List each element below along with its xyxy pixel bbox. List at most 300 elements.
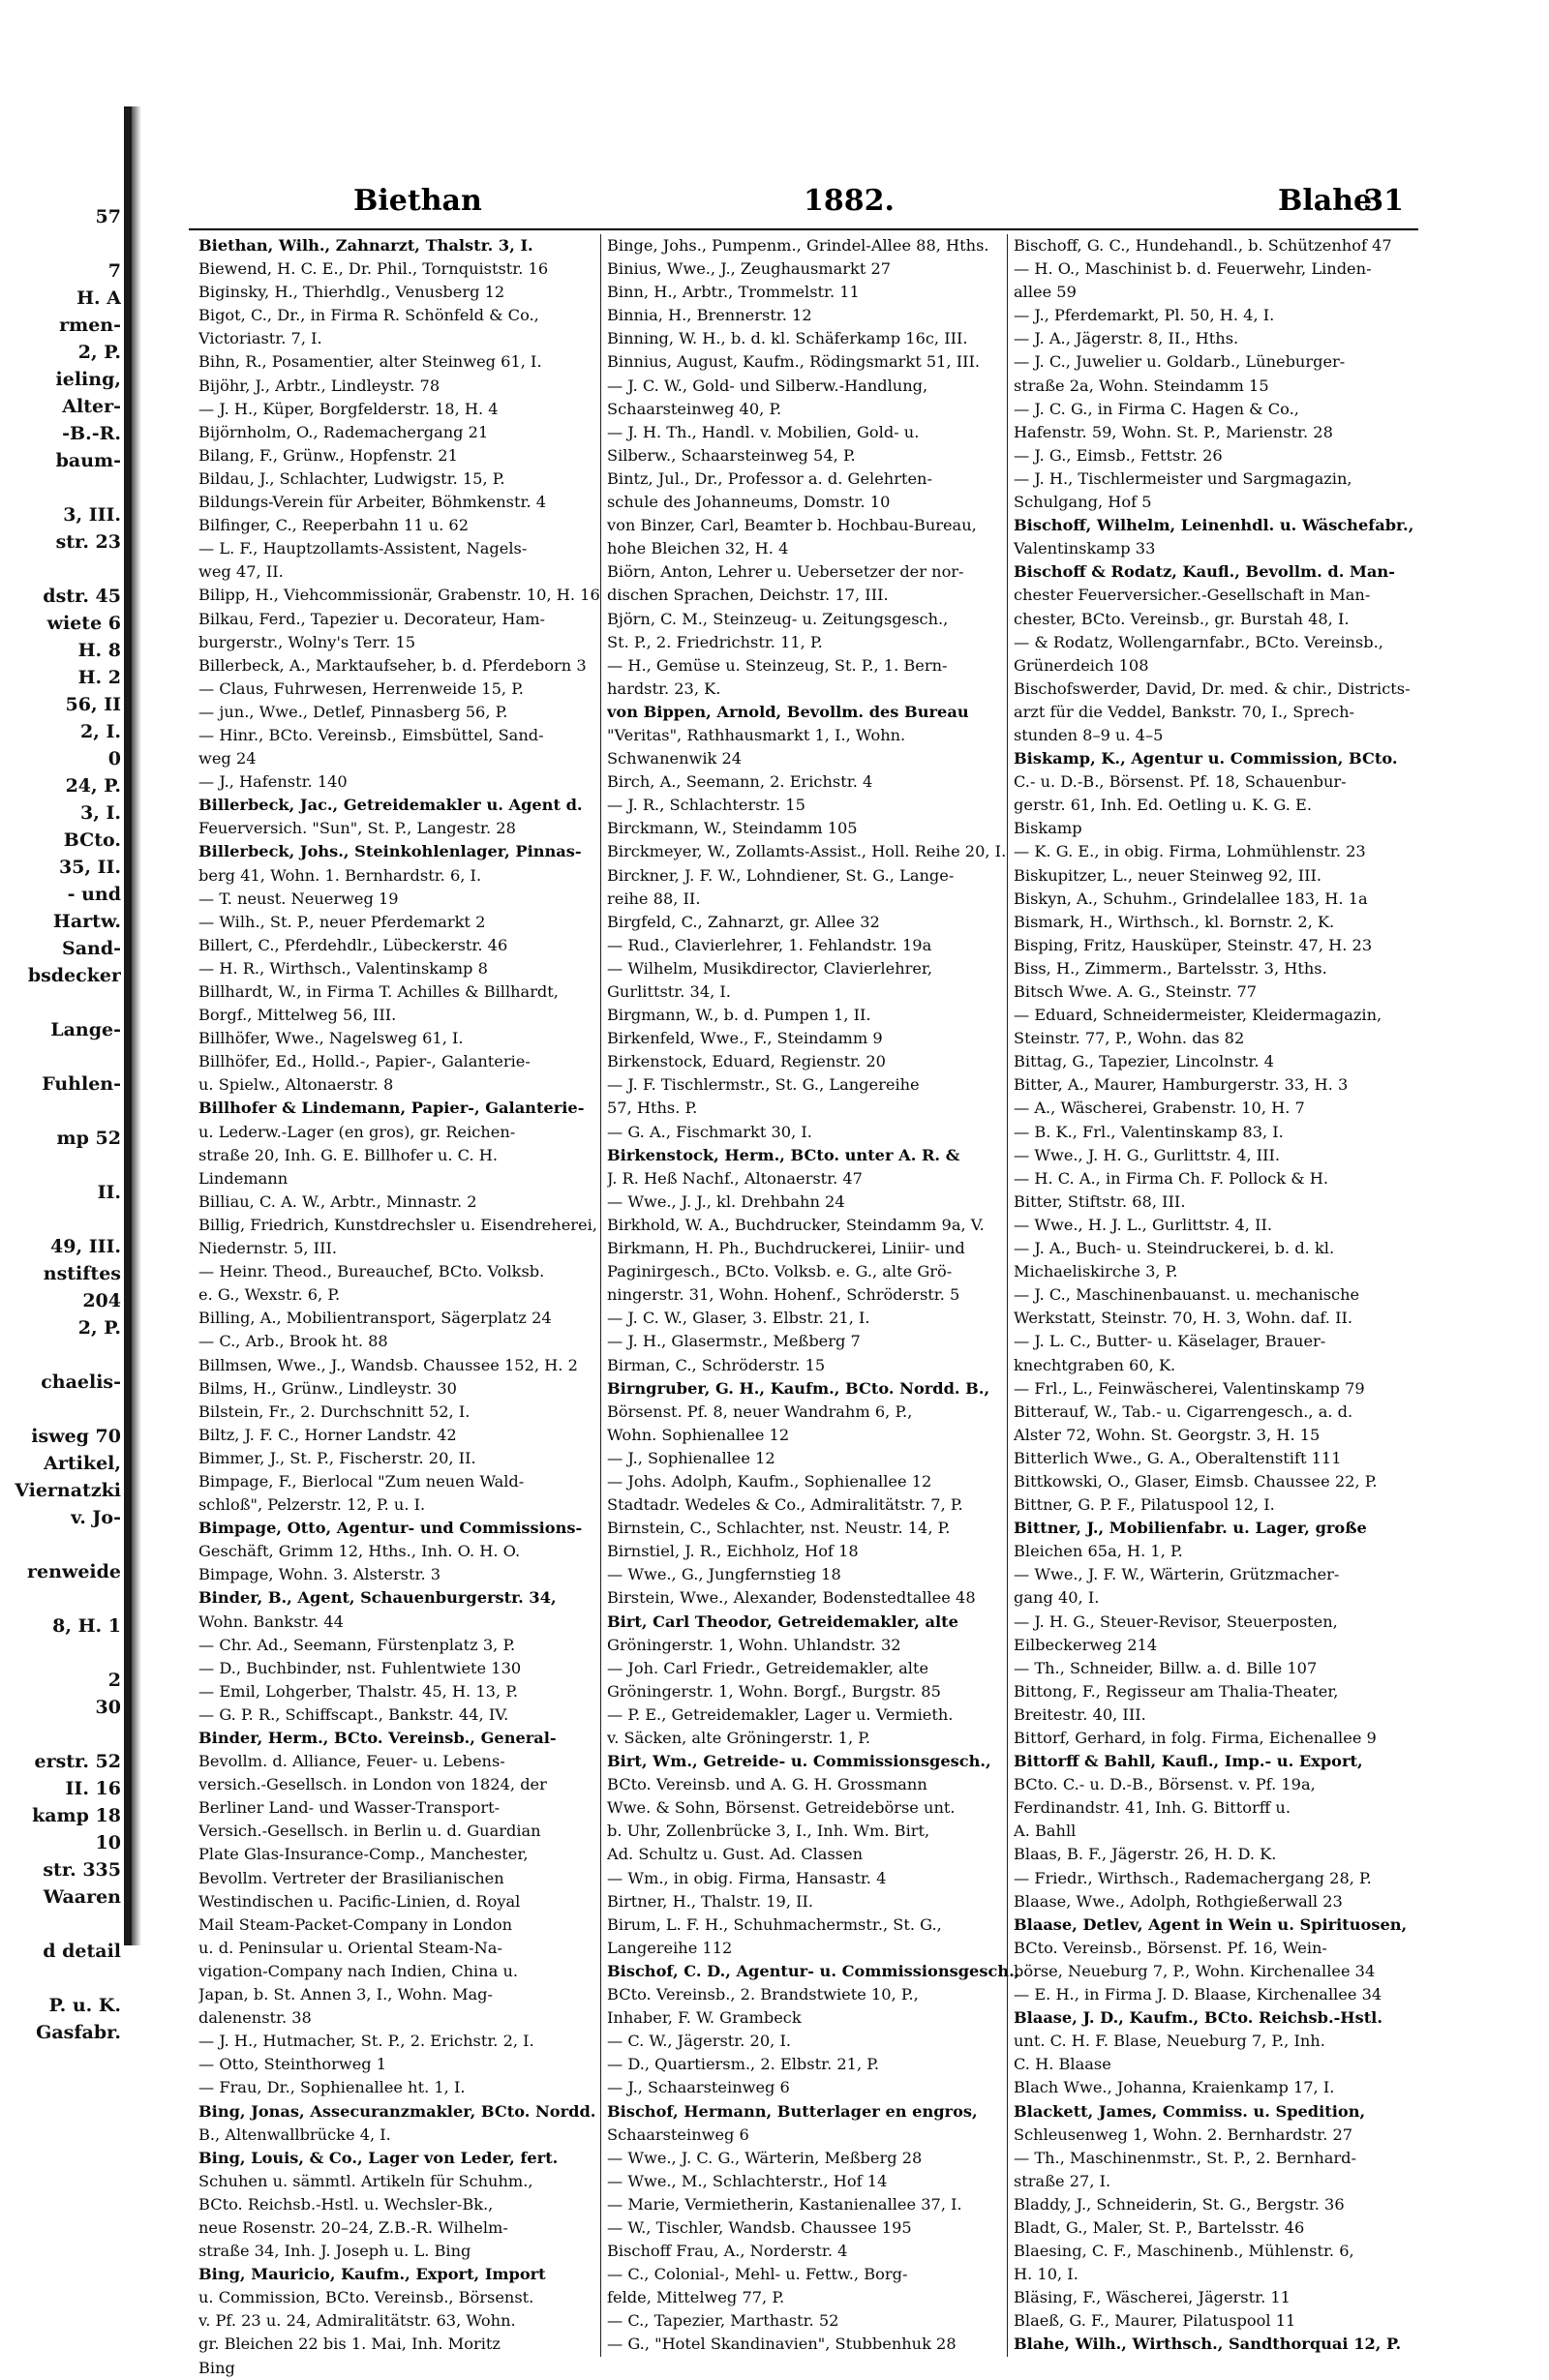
directory-entry: Bittorf, Gerhard, in folg. Firma, Eichenallee 9 [1014,1729,1377,1747]
directory-entry: Bevollm. d. Alliance, Feuer- u. Lebens- [198,1752,505,1771]
spine-line [0,556,121,583]
directory-entry: — Chr. Ad., Seemann, Fürstenplatz 3, P. [198,1635,516,1654]
spine-line [0,1152,121,1179]
directory-entry: Plate Glas-Insurance-Comp., Manchester, [198,1845,529,1864]
directory-entry: von Binzer, Carl, Beamter b. Hochbau-Bureau, [607,516,977,535]
directory-entry: — B. K., Frl., Valentinskamp 83, I. [1014,1122,1284,1141]
directory-entry: Birum, L. F. H., Schuhmachermstr., St. G., [607,1914,942,1934]
directory-entry: Biethan, Wilh., Zahnarzt, Thalstr. 3, I. [198,236,533,255]
spine-line [0,1965,121,1992]
directory-entry: — Wwe., J. J., kl. Drehbahn 24 [607,1191,845,1211]
spine-line: dstr. 45 [43,586,121,607]
spine-line [0,1396,121,1423]
spine-line: 49, III. [50,1236,121,1257]
directory-entry: Schleusenweg 1, Wohn. 2. Bernhardstr. 27 [1014,2124,1353,2144]
spine-line: isweg 70 [31,1426,121,1447]
previous-page-text [0,203,121,2046]
page-header [189,184,1404,223]
gutter-shadow [132,106,141,1945]
directory-entry: Birt, Wm., Getreide- u. Commissionsgesch., [607,1752,991,1771]
directory-entry: straße 20, Inh. G. E. Billhofer u. C. H. [198,1145,499,1164]
spine-line [0,1098,121,1125]
directory-entry: Binder, Herm., BCto. Vereinsb., General- [198,1729,557,1747]
directory-entry: u. d. Peninsular u. Oriental Steam-Na- [198,1938,502,1957]
directory-entry: J. R. Heß Nachf., Altonaerstr. 47 [607,1168,863,1188]
directory-entry: Bladt, G., Maler, St. P., Bartelsstr. 46 [1014,2217,1305,2237]
directory-entry: C.- u. D.-B., Börsenst. Pf. 18, Schauenbur- [1014,772,1347,792]
directory-entry: gerstr. 61, Inh. Ed. Oetling u. K. G. E. [1014,796,1312,815]
directory-entry: hardstr. 23, K. [607,678,721,698]
directory-entry: Billing, A., Mobilientransport, Sägerplatz 24 [198,1309,552,1328]
spine-line: Fuhlen- [42,1073,121,1095]
directory-entry: Alster 72, Wohn. St. Georgstr. 3, H. 15 [1014,1425,1321,1444]
directory-entry: vigation-Company nach Indien, China u. [198,1961,519,1980]
directory-entry: Blahe, Wilh., Wirthsch., Sandthorquai 12, P. [1014,2335,1402,2354]
directory-entry: — H. O., Maschinist b. d. Feuerwehr, Linden- [1014,259,1372,279]
directory-entry: A. Bahll [1014,1822,1077,1841]
directory-entry: Grünerdeich 108 [1014,655,1149,675]
directory-entry: Bischoff & Rodatz, Kaufl., Bevollm. d. Man- [1014,562,1395,582]
directory-entry: Wwe. & Sohn, Börsenst. Getreidebörse unt. [607,1798,956,1818]
directory-entry: Birkenfeld, Wwe., F., Steindamm 9 [607,1029,883,1048]
spine-line: Sand- [61,938,121,959]
directory-entry: — H. C. A., in Firma Ch. F. Pollock & H. [1014,1168,1329,1188]
directory-entry: — Th., Schneider, Billw. a. d. Bille 107 [1014,1658,1318,1677]
directory-entry: Berliner Land- und Wasser-Transport- [198,1798,501,1818]
directory-entry: Wohn. Bankstr. 44 [198,1612,344,1631]
directory-entry: Gröningerstr. 1, Wohn. Borgf., Burgstr. 85 [607,1681,941,1701]
directory-entry: Steinstr. 77, P., Wohn. das 82 [1014,1029,1245,1048]
directory-entry: Borgf., Mittelweg 56, III. [198,1006,397,1025]
directory-entry: Blaase, J. D., Kaufm., BCto. Reichsb.-Hstl. [1014,2008,1382,2028]
directory-entry: — D., Quartiersm., 2. Elbstr. 21, P. [607,2055,880,2074]
directory-entry: Biörn, Anton, Lehrer u. Uebersetzer der nor- [607,562,964,582]
directory-entry: u. Commission, BCto. Vereinsb., Börsenst. [198,2288,534,2307]
directory-entry: Inhaber, F. W. Grambeck [607,2008,802,2028]
directory-entry: — P. E., Getreidemakler, Lager u. Vermieth. [607,1704,954,1724]
directory-entry: Bittner, G. P. F., Pilatuspool 12, I. [1014,1495,1275,1515]
directory-entry: Versich.-Gesellsch. in Berlin u. d. Guardian [198,1822,541,1841]
directory-entry: Birman, C., Schröderstr. 15 [607,1355,826,1374]
directory-entry: Ad. Schultz u. Gust. Ad. Classen [607,1845,864,1864]
directory-entry: Blaeß, G. F., Maurer, Pilatuspool 11 [1014,2311,1296,2331]
directory-entry: Binder, B., Agent, Schauenburgerstr. 34, [198,1588,557,1608]
directory-entry: Börsenst. Pf. 8, neuer Wandrahm 6, P., [607,1401,913,1421]
directory-entry: — Wwe., J. H. G., Gurlittstr. 4, III. [1014,1145,1281,1164]
directory-entry: — Wilhelm, Musikdirector, Clavierlehrer, [607,958,933,978]
directory-entry: Birgfeld, C., Zahnarzt, gr. Allee 32 [607,912,880,931]
spine-line: 2, I. [80,721,121,742]
directory-entry: Bing, Louis, & Co., Lager von Leder, fert. [198,2148,559,2167]
spine-line: 204 [82,1290,121,1311]
column-1 [198,234,615,2380]
directory-entry: — J. R., Schlachterstr. 15 [607,796,805,815]
directory-entry: weg 47, II. [198,562,284,582]
directory-entry: Lindemann [198,1168,289,1188]
directory-entry: Stadtadr. Wedeles & Co., Admiralitätstr. 7, P. [607,1495,963,1515]
directory-entry: — Rud., Clavierlehrer, 1. Fehlandstr. 19a [607,935,932,954]
directory-entry: Biskamp [1014,819,1082,838]
spine-line: renweide [27,1561,121,1582]
directory-entry: Bimmer, J., St. P., Fischerstr. 20, II. [198,1448,476,1467]
directory-entry: Bigot, C., Dr., in Firma R. Schönfeld & Co., [198,306,539,325]
previous-page-edge [0,0,136,2107]
directory-entry: — J. C. W., Gold- und Silberw.-Handlung, [607,376,928,395]
directory-entry: Breitestr. 40, III. [1014,1704,1146,1724]
directory-entry: Biewend, H. C. E., Dr. Phil., Tornquiststr. 16 [198,259,549,279]
directory-entry: Billerbeck, Johs., Steinkohlenlager, Pinnas- [198,842,582,861]
directory-entry: Niedernstr. 5, III. [198,1239,338,1258]
directory-entry: — J., Pferdemarkt, Pl. 50, H. 4, I. [1014,306,1275,325]
directory-entry: Bilipp, H., Viehcommissionär, Grabenstr. 10, H. 16 [198,586,600,605]
directory-entry: ningerstr. 31, Wohn. Hohenf., Schröderstr. 5 [607,1285,960,1305]
directory-entry: schule des Johanneums, Domstr. 10 [607,493,891,512]
directory-entry: — Emil, Lohgerber, Thalstr. 45, H. 13, P. [198,1681,518,1701]
directory-entry: Bladdy, J., Schneiderin, St. G., Bergstr. 36 [1014,2194,1345,2214]
directory-entry: Binning, W. H., b. d. kl. Schäferkamp 16c, III. [607,329,968,348]
directory-entry: v. Pf. 23 u. 24, Admiralitätstr. 63, Wohn. [198,2311,516,2331]
directory-entry: Blaas, B. F., Jägerstr. 26, H. D. K. [1014,1845,1277,1864]
directory-entry: — C. W., Jägerstr. 20, I. [607,2032,791,2051]
directory-entry: 57, Hths. P. [607,1099,698,1118]
directory-entry: Victoriastr. 7, I. [198,329,322,348]
directory-entry: Schulgang, Hof 5 [1014,493,1152,512]
directory-entry: Geschäft, Grimm 12, Hths., Inh. O. H. O. [198,1542,521,1561]
directory-entry: Gröningerstr. 1, Wohn. Uhlandstr. 32 [607,1635,901,1654]
directory-entry: Schaarsteinweg 40, P. [607,399,782,418]
directory-entry: — C., Arb., Brook ht. 88 [198,1332,388,1351]
directory-entry: neue Rosenstr. 20–24, Z.B.-R. Wilhelm- [198,2217,508,2237]
spine-line: H. A [76,287,121,309]
spine-line: Hartw. [52,911,121,932]
directory-entry: Billhardt, W., in Firma T. Achilles & Billhardt, [198,982,559,1001]
directory-entry: chester Feuerversicher.-Gesellschaft in Man- [1014,586,1371,605]
spine-line: - und [67,884,121,905]
directory-entry: Blackett, James, Commiss. u. Spedition, [1014,2101,1366,2121]
directory-entry: Bildau, J., Schlachter, Ludwigstr. 15, P. [198,468,505,488]
directory-entry: — J. G., Eimsb., Fettstr. 26 [1014,445,1223,465]
directory-entry: Björn, C. M., Steinzeug- u. Zeitungsgesch., [607,609,949,628]
directory-entry: b. Uhr, Zollenbrücke 3, I., Inh. Wm. Birt, [607,1822,930,1841]
directory-entry: — G. A., Fischmarkt 30, I. [607,1122,812,1141]
directory-entry: — J. H., Tischlermeister und Sargmagazin, [1014,468,1352,488]
spine-line: 2, P. [77,342,121,363]
directory-entry: u. Lederw.-Lager (en gros), gr. Reichen- [198,1122,516,1141]
directory-entry: Valentinskamp 33 [1014,539,1156,558]
spine-line [0,1721,121,1748]
directory-entry: B., Altenwallbrücke 4, I. [198,2124,391,2144]
directory-entry: Bittorff & Bahll, Kaufl., Imp.- u. Export, [1014,1752,1363,1771]
directory-entry: Bitsch Wwe. A. G., Steinstr. 77 [1014,982,1258,1001]
directory-entry: Silberw., Schaarsteinweg 54, P. [607,445,856,465]
directory-entry: chester, BCto. Vereinsb., gr. Burstah 48, I. [1014,609,1350,628]
spine-line: 2 [107,1670,121,1691]
header-last-entry: Blahe [1278,184,1373,218]
directory-entry: — J. H. G., Steuer-Revisor, Steuerposten, [1014,1612,1338,1631]
spine-line: kamp 18 [32,1805,121,1826]
directory-entry: Bleichen 65a, H. 1, P. [1014,1542,1183,1561]
directory-entry: — jun., Wwe., Detlef, Pinnasberg 56, P. [198,702,508,721]
directory-entry: felde, Mittelweg 77, P. [607,2288,785,2307]
spine-line: Gasfabr. [36,2022,121,2043]
spine-line: chaelis- [41,1371,121,1393]
directory-entry: Birckmann, W., Steindamm 105 [607,819,858,838]
directory-entry: Bitterlich Wwe., G. A., Oberaltenstift 111 [1014,1448,1342,1467]
directory-entry: — J. L. C., Butter- u. Käselager, Brauer- [1014,1332,1326,1351]
directory-entry: — Th., Maschinenmstr., St. P., 2. Bernhard- [1014,2148,1356,2167]
spine-line: 8, H. 1 [52,1615,121,1637]
directory-entry: Michaeliskirche 3, P. [1014,1262,1178,1281]
directory-entry: berg 41, Wohn. 1. Bernhardstr. 6, I. [198,865,482,885]
directory-entry: Bitterauf, W., Tab.- u. Cigarrengesch., a. d. [1014,1401,1353,1421]
directory-entry: Bläsing, F., Wäscherei, Jägerstr. 11 [1014,2288,1291,2307]
directory-entry: Bischoff, G. C., Hundehandl., b. Schützenhof 47 [1014,236,1392,255]
directory-entry: — Wilh., St. P., neuer Pferdemarkt 2 [198,912,486,931]
directory-entry: Bimpage, Wohn. 3. Alsterstr. 3 [198,1565,441,1584]
header-rule [189,228,1418,230]
directory-entry: Bevollm. Vertreter der Brasilianischen [198,1868,504,1887]
directory-entry: — J. H., Hutmacher, St. P., 2. Erichstr. 2, I. [198,2032,534,2051]
directory-entry: Biskamp, K., Agentur u. Commission, BCto. [1014,749,1398,768]
directory-entry: Billerbeck, A., Marktaufseher, b. d. Pferdeborn 3 [198,655,587,675]
directory-entry: Wohn. Sophienallee 12 [607,1425,790,1444]
directory-entry: gang 40, I. [1014,1588,1100,1608]
directory-entry: Feuerversich. "Sun", St. P., Langestr. 28 [198,819,516,838]
spine-line [0,1640,121,1667]
directory-entry: — H. R., Wirthsch., Valentinskamp 8 [198,958,488,978]
directory-entry: — Wwe., H. J. L., Gurlittstr. 4, II. [1014,1215,1273,1234]
directory-entry: Schwanenwik 24 [607,749,743,768]
directory-entry: Binnia, H., Brennerstr. 12 [607,306,812,325]
directory-entry: Bischof, Hermann, Butterlager en engros, [607,2101,978,2121]
directory-entry: BCto. C.- u. D.-B., Börsenst. v. Pf. 19a, [1014,1775,1316,1794]
spine-line: v. Jo- [71,1507,121,1528]
directory-entry: Bismark, H., Wirthsch., kl. Bornstr. 2, K. [1014,912,1335,931]
directory-entry: — Wwe., J. C. G., Wärterin, Meßberg 28 [607,2148,923,2167]
spine-line: 35, II. [58,857,121,878]
directory-entry: burgerstr., Wolny's Terr. 15 [198,632,416,651]
spine-line: Lange- [50,1019,121,1040]
directory-entry: Schuhen u. sämmtl. Artikeln für Schuhm., [198,2171,533,2190]
directory-entry: v. Säcken, alte Gröningerstr. 1, P. [607,1729,871,1747]
directory-page [145,145,1462,2377]
directory-entry: Bintz, Jul., Dr., Professor a. d. Gelehrten- [607,468,932,488]
directory-entry: — Eduard, Schneidermeister, Kleidermagazin, [1014,1006,1382,1025]
directory-entry: Bihn, R., Posamentier, alter Steinweg 61, I. [198,352,542,372]
spine-line: Viernatzki [15,1480,121,1501]
directory-entry: Billiau, C. A. W., Arbtr., Minnastr. 2 [198,1191,477,1211]
spine-line: P. u. K. [48,1995,121,2016]
directory-entry: Binge, Johs., Pumpenm., Grindel-Allee 88, Hths. [607,236,989,255]
directory-entry: börse, Neueburg 7, P., Wohn. Kirchenallee 34 [1014,1961,1376,1980]
directory-entry: — Friedr., Wirthsch., Rademachergang 28, P. [1014,1868,1372,1887]
directory-entry: Birckner, J. F. W., Lohndiener, St. G., Lange- [607,865,955,885]
spine-line [0,1043,121,1070]
directory-entry: — D., Buchbinder, nst. Fuhlentwiete 130 [198,1658,522,1677]
directory-entry: versich.-Gesellsch. in London von 1824, der [198,1775,547,1794]
directory-entry: Gurlittstr. 34, I. [607,982,731,1001]
directory-entry: Binius, Wwe., J., Zeughausmarkt 27 [607,259,892,279]
directory-entry: straße 2a, Wohn. Steindamm 15 [1014,376,1269,395]
directory-entry: Binn, H., Arbtr., Trommelstr. 11 [607,283,860,302]
directory-entry: BCto. Reichsb.-Hstl. u. Wechsler-Bk., [198,2194,494,2214]
directory-entry: Werkstatt, Steinstr. 70, H. 3, Wohn. daf. II. [1014,1309,1353,1328]
directory-entry: — & Rodatz, Wollengarnfabr., BCto. Vereinsb., [1014,632,1383,651]
directory-entry: — Wm., in obig. Firma, Hansastr. 4 [607,1868,887,1887]
directory-entry: Binnius, August, Kaufm., Rödingsmarkt 51, III. [607,352,981,372]
directory-entry: — J. C., Maschinenbauanst. u. mechanische [1014,1285,1360,1305]
directory-entry: Birstein, Wwe., Alexander, Bodenstedtallee 48 [607,1588,976,1608]
spine-line: ieling, [55,369,121,390]
directory-entry: Biltz, J. F. C., Horner Landstr. 42 [198,1425,457,1444]
spine-line: bsdecker [27,965,121,986]
directory-entry: Bildungs-Verein für Arbeiter, Böhmkenstr. 4 [198,493,547,512]
spine-line: 2, P. [77,1317,121,1339]
directory-entry: Westindischen u. Pacific-Linien, d. Royal [198,1891,521,1911]
directory-entry: Bilkau, Ferd., Tapezier u. Decorateur, Ham- [198,609,546,628]
directory-entry: gr. Bleichen 22 bis 1. Mai, Inh. Moritz [198,2335,501,2354]
directory-entry: u. Spielw., Altonaerstr. 8 [198,1075,394,1095]
directory-entry: Biskupitzer, L., neuer Steinweg 92, III. [1014,865,1322,885]
directory-entry: straße 34, Inh. J. Joseph u. L. Bing [198,2242,471,2261]
column-3 [1007,234,1430,2357]
spine-line: rmen- [59,315,121,336]
directory-entry: "Veritas", Rathhausmarkt 1, I., Wohn. [607,725,906,744]
directory-entry: Billhofer & Lindemann, Papier-, Galanterie- [198,1099,585,1118]
directory-entry: Blaesing, C. F., Maschinenb., Mühlenstr. 6, [1014,2242,1354,2261]
spine-line [0,1585,121,1612]
spine-line [0,1341,121,1369]
directory-entry: C. H. Blaase [1014,2055,1111,2074]
directory-entry: Bischofswerder, David, Dr. med. & chir., Districts- [1014,678,1411,698]
directory-entry: weg 24 [198,749,257,768]
directory-entry: Billig, Friedrich, Kunstdrechsler u. Eisendreherei, [198,1215,597,1234]
directory-entry: — Johs. Adolph, Kaufm., Sophienallee 12 [607,1471,932,1491]
directory-entry: Billhöfer, Wwe., Nagelsweg 61, I. [198,1029,464,1048]
directory-entry: Billert, C., Pferdehdlr., Lübeckerstr. 46 [198,935,508,954]
column-2 [600,234,1023,2357]
directory-entry: — J. C. W., Glaser, 3. Elbstr. 21, I. [607,1309,870,1328]
directory-entry: — C., Tapezier, Marthastr. 52 [607,2311,839,2331]
directory-entry: Birkmann, H. Ph., Buchdruckerei, Liniir- und [607,1239,965,1258]
directory-entry: Bijörnholm, O., Rademachergang 21 [198,422,489,441]
directory-entry: Langereihe 112 [607,1938,733,1957]
directory-entry: — G. P. R., Schiffscapt., Bankstr. 44, IV. [198,1704,509,1724]
directory-entry: — Hinr., BCto. Vereinsb., Eimsbüttel, Sand- [198,725,544,744]
directory-entry: Bischoff Frau, A., Norderstr. 4 [607,2242,848,2261]
directory-entry: arzt für die Veddel, Bankstr. 70, I., Sprech- [1014,702,1354,721]
directory-entry: Birckmeyer, W., Zollamts-Assist., Holl. Reihe 20, I. [607,842,1007,861]
directory-entry: — J. C., Juwelier u. Goldarb., Lüneburger- [1014,352,1346,372]
directory-entry: Birt, Carl Theodor, Getreidemakler, alte [607,1612,958,1631]
directory-entry: Bilstein, Fr., 2. Durchschnitt 52, I. [198,1401,471,1421]
directory-entry: — Claus, Fuhrwesen, Herrenweide 15, P. [198,678,524,698]
directory-entry: St. P., 2. Friedrichstr. 11, P. [607,632,823,651]
directory-entry: — K. G. E., in obig. Firma, Lohmühlenstr. 23 [1014,842,1366,861]
directory-entry: Bimpage, F., Bierlocal "Zum neuen Wald- [198,1471,525,1491]
spine-line: 30 [95,1697,121,1718]
spine-line [0,230,121,257]
directory-entry: Bittkowski, O., Glaser, Eimsb. Chaussee 22, P. [1014,1471,1378,1491]
directory-entry: Ferdinandstr. 41, Inh. G. Bittorff u. [1014,1798,1291,1818]
directory-entry: straße 27, I. [1014,2171,1111,2190]
directory-entry: Birnstiel, J. R., Eichholz, Hof 18 [607,1542,859,1561]
header-year: 1882. [804,184,895,218]
directory-entry: — J. H., Küper, Borgfelderstr. 18, H. 4 [198,399,499,418]
directory-entry: Bittag, G., Tapezier, Lincolnstr. 4 [1014,1052,1274,1071]
directory-entry: dalenenstr. 38 [198,2008,312,2028]
page-number: 31 [1363,184,1404,218]
directory-entry: dischen Sprachen, Deichstr. 17, III. [607,586,889,605]
directory-entry: e. G., Wexstr. 6, P. [198,1285,341,1305]
directory-entry: Bischoff, Wilhelm, Leinenhdl. u. Wäschefabr., [1014,516,1414,535]
directory-entry: hohe Bleichen 32, H. 4 [607,539,789,558]
spine-line: 56, II [65,694,121,715]
directory-entry: — Wwe., G., Jungfernstieg 18 [607,1565,841,1584]
directory-entry: reihe 88, II. [607,889,701,908]
directory-entry: — G., "Hotel Skandinavien", Stubbenhuk 28 [607,2335,957,2354]
spine-line: 7 [107,260,121,282]
directory-entry: von Bippen, Arnold, Bevollm. des Bureau [607,702,969,721]
directory-entry: Billhöfer, Ed., Holld.-, Papier-, Galanterie- [198,1052,531,1071]
spine-line [0,474,121,501]
directory-entry: — C., Colonial-, Mehl- u. Fettw., Borg- [607,2265,908,2284]
directory-entry: Billerbeck, Jac., Getreidemakler u. Agent d. [198,796,583,815]
directory-entry: — Wwe., M., Schlachterstr., Hof 14 [607,2171,888,2190]
directory-entry: Bing, Jonas, Assecuranzmakler, BCto. Nordd. [198,2101,596,2121]
directory-entry: — J. A., Jägerstr. 8, II., Hths. [1014,329,1239,348]
directory-entry: — Frl., L., Feinwäscherei, Valentinskamp 79 [1014,1378,1365,1398]
directory-entry: — A., Wäscherei, Grabenstr. 10, H. 7 [1014,1099,1305,1118]
directory-entry: Bing, Mauricio, Kaufm., Export, Import [198,2265,546,2284]
directory-entry: Blaase, Wwe., Adolph, Rothgießerwall 23 [1014,1891,1343,1911]
directory-entry: BCto. Vereinsb., Börsenst. Pf. 16, Wein- [1014,1938,1327,1957]
directory-entry: — H., Gemüse u. Steinzeug, St. P., 1. Bern- [607,655,948,675]
directory-entry: — J., Schaarsteinweg 6 [607,2078,790,2097]
directory-entry: — Heinr. Theod., Bureauchef, BCto. Volksb. [198,1262,545,1281]
spine-line: 3, I. [80,802,121,824]
directory-entry: Eilbeckerweg 214 [1014,1635,1158,1654]
directory-entry: Birkenstock, Herm., BCto. unter A. R. & [607,1145,960,1164]
directory-entry: Mail Steam-Packet-Company in London [198,1914,513,1934]
spine-line: 24, P. [65,775,121,797]
spine-line: erstr. 52 [34,1751,121,1772]
directory-entry: — Marie, Vermietherin, Kastanienallee 37, I. [607,2194,962,2214]
directory-entry: Japan, b. St. Annen 3, I., Wohn. Mag- [198,1985,494,2004]
directory-entry: — J. H. Th., Handl. v. Mobilien, Gold- u. [607,422,920,441]
directory-entry: Bittner, J., Mobilienfabr. u. Lager, große [1014,1519,1367,1538]
directory-entry: — J., Sophienallee 12 [607,1448,775,1467]
directory-entry: Blaase, Detlev, Agent in Wein u. Spirituosen, [1014,1914,1408,1934]
spine-line: nstiftes [43,1263,121,1284]
directory-entry: stunden 8–9 u. 4–5 [1014,725,1164,744]
directory-entry: — E. H., in Firma J. D. Blaase, Kirchenallee 34 [1014,1985,1382,2004]
directory-entry: Bittong, F., Regisseur am Thalia-Theater, [1014,1681,1339,1701]
directory-entry: Bilang, F., Grünw., Hopfenstr. 21 [198,445,458,465]
directory-entry: Bilfinger, C., Reeperbahn 11 u. 62 [198,516,470,535]
spine-line: Alter- [62,396,121,417]
directory-entry: — Wwe., J. F. W., Wärterin, Grützmacher- [1014,1565,1340,1584]
spine-line: wiete 6 [46,613,121,634]
directory-entry: — W., Tischler, Wandsb. Chaussee 195 [607,2217,912,2237]
spine-line [0,1206,121,1233]
spine-line: str. 335 [43,1859,121,1881]
directory-entry: Birngruber, G. H., Kaufm., BCto. Nordd. B., [607,1378,990,1398]
directory-entry: — L. F., Hauptzollamts-Assistent, Nagels- [198,539,528,558]
directory-entry: allee 59 [1014,283,1077,302]
directory-entry: — J. F. Tischlermstr., St. G., Langereihe [607,1075,920,1095]
directory-entry: Bitter, A., Maurer, Hamburgerstr. 33, H. 3 [1014,1075,1349,1095]
